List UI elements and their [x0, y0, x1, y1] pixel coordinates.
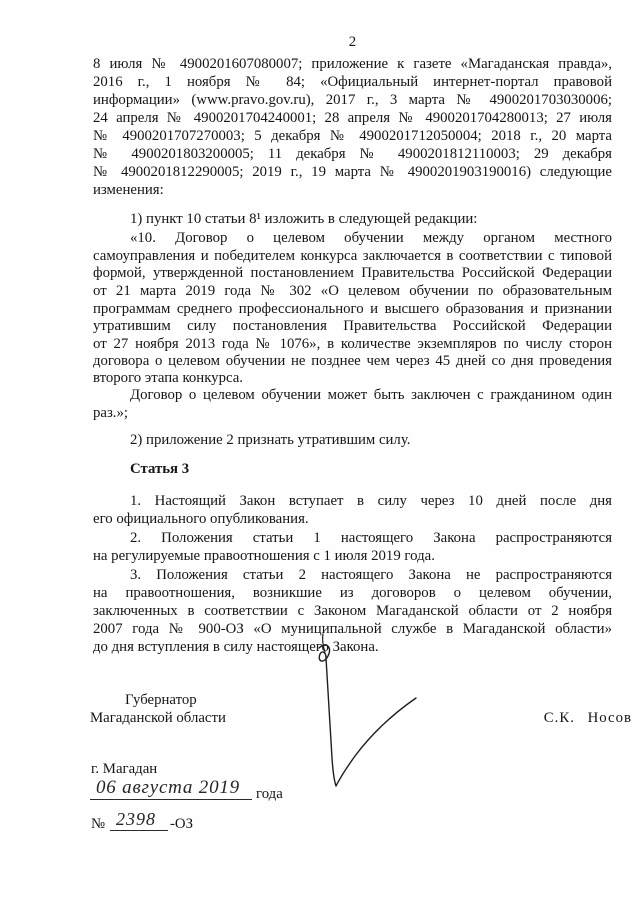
article-item-line: до дня вступления в силу настоящего Закона. [93, 639, 379, 655]
intro-line: информации» (www.pravo.gov.ru), 2017 г., 3 марта № 4900201703030006; [93, 92, 612, 108]
article-item-line: заключенных в соответствии с Законом Магаданской области от 2 ноября [93, 603, 612, 619]
article-item-line: 3. Положения статьи 2 настоящего Закона не распространяются [130, 567, 612, 583]
number-handwritten: 2398 [116, 809, 156, 829]
article-item-line: 2. Положения статьи 1 настоящего Закона распространяются [130, 530, 612, 546]
article-item-line: 1. Настоящий Закон вступает в силу через 10 дней после дня [130, 493, 612, 509]
intro-line: изменения: [93, 182, 164, 198]
intro-line: № 4900201803200005; 11 декабря № 4900201812110003; 29 декабря [93, 146, 612, 162]
intro-line: 24 апреля № 4900201704240001; 28 апреля № 4900201704280013; 27 июля [93, 110, 612, 126]
article-item-line: 2007 года № 900-ОЗ «О муниципальной службе в Магаданской области» [93, 621, 612, 637]
amendment-1: 1) пункт 10 статьи 8¹ изложить в следующей редакции: [130, 211, 478, 227]
signature-stroke [319, 645, 416, 786]
article-item-line: его официального опубликования. [93, 511, 309, 527]
quote-line: второго этапа конкурса. [93, 370, 243, 386]
intro-line: № 4900201707270003; 5 декабря № 4900201712050004; 2018 г., 20 марта [93, 128, 612, 144]
article-item-line: на регулируемые правоотношения с 1 июля 2019 года. [93, 548, 435, 564]
quote-line: Договор о целевом обучении может быть заключен с гражданином один [130, 387, 612, 403]
quote-line: формой, утвержденной постановлением Правительства Российской Федерации [93, 265, 612, 281]
quote-line: утратившим силу постановления Правительства Российской Федерации [93, 318, 612, 334]
quote-line: самоуправления и победителем конкурса заключается в соответствии с типовой [93, 248, 612, 264]
number-suffix: -ОЗ [170, 816, 194, 832]
date-suffix: года [256, 786, 283, 802]
quote-line: «10. Договор о целевом обучении между органом местного [130, 230, 612, 246]
article-item-line: на правоотношения, возникшие из договоров о целевом обучении, [93, 585, 612, 601]
number-prefix: № [91, 816, 106, 832]
signature [295, 628, 430, 798]
signer-name: С.К. Носов [543, 710, 632, 726]
signer-title-region: Магаданской области [90, 710, 226, 726]
date-handwritten: 06 августа 2019 [96, 777, 240, 798]
place-of-signing: г. Магадан [91, 761, 158, 777]
intro-line: 2016 г., 1 ноября № 84; «Официальный интернет-портал правовой [93, 74, 612, 90]
quote-line: раз.»; [93, 405, 129, 421]
quote-line: от 21 марта 2019 года № 302 «О целевом обучении по образовательным [93, 283, 612, 299]
intro-line: 8 июля № 4900201607080007; приложение к газете «Магаданская правда», [93, 56, 612, 72]
intro-line: № 4900201812290005; 2019 г., 19 марта № 4900201903190016) следующие [93, 164, 612, 180]
amendment-2: 2) приложение 2 признать утратившим силу. [130, 432, 411, 448]
quote-line: от 27 ноября 2013 года № 1076», в количестве экземпляров по числу сторон [93, 336, 612, 352]
page-number: 2 [348, 34, 357, 50]
signer-title: Губернатор [125, 692, 197, 708]
date-field [90, 779, 252, 800]
quote-line: программам среднего профессионального и высшего образования и признании [93, 301, 612, 317]
quote-line: договора о целевом обучении не позднее чем через 45 дней со дня проведения [93, 353, 612, 369]
article-heading: Статья 3 [130, 461, 190, 477]
signature-stroke [323, 634, 325, 652]
number-field [110, 810, 168, 831]
